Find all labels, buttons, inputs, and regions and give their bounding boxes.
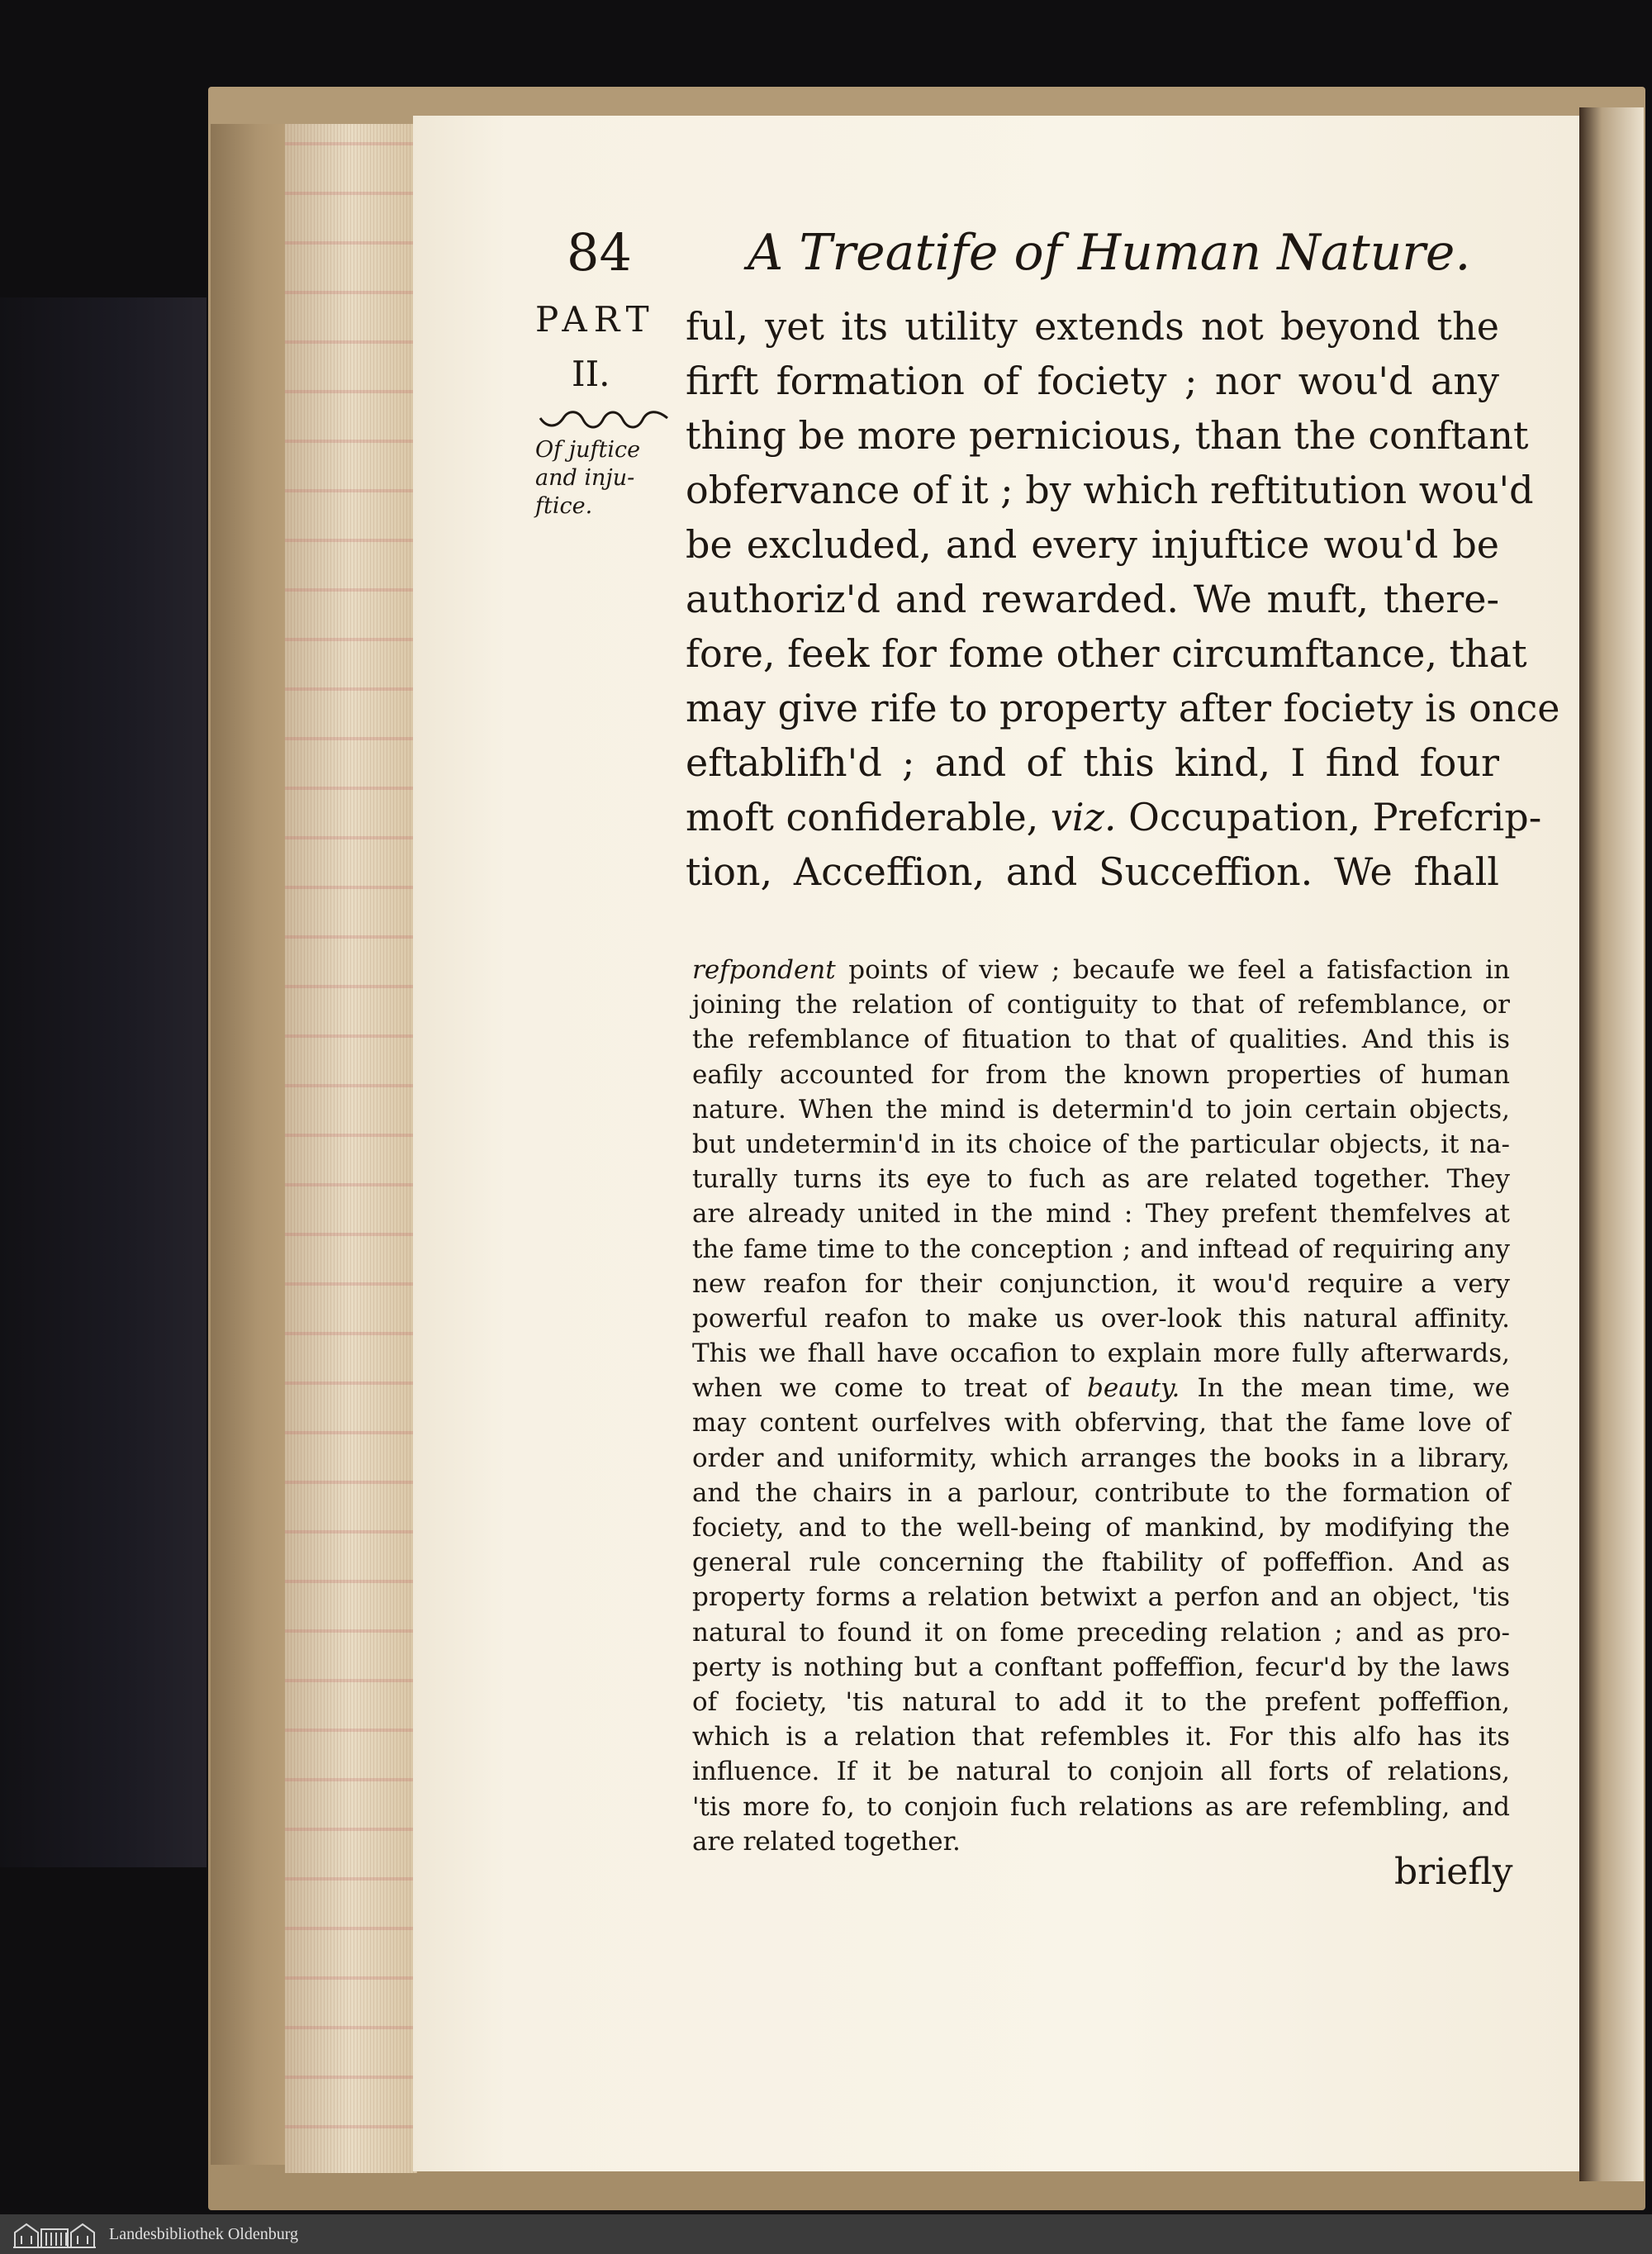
footnote-segment: In the mean time, we bbox=[1197, 1373, 1510, 1404]
footnote-line: property forms a relation betwixt a perfon and an object, 'tis bbox=[692, 1582, 1510, 1613]
footnote-segment: when we come to treat of bbox=[692, 1373, 1070, 1404]
library-logo-icon bbox=[12, 2219, 97, 2249]
text-line: may give rife to property after fociety is once bbox=[686, 686, 1560, 730]
margin-note-line: Of juftice bbox=[535, 437, 641, 463]
text-line: thing be more pernicious, than the conftant bbox=[686, 413, 1529, 458]
footnote-line: This we fhall have occafion to explain more fully afterwards, bbox=[692, 1339, 1510, 1369]
catchword: briefly bbox=[1394, 1851, 1513, 1893]
footnote-segment: points of view ; becaufe we feel a fatisfaction in bbox=[848, 955, 1510, 985]
text-line: be excluded, and every injuftice wou'd be bbox=[686, 522, 1499, 567]
library-name: Landesbibliothek Oldenburg bbox=[109, 2225, 299, 2243]
book-gutter bbox=[1579, 107, 1644, 2181]
footnote-line bbox=[692, 953, 1510, 987]
footnote-line: are already united in the mind : They prefent themfelves at bbox=[692, 1199, 1510, 1229]
part-label: PART bbox=[535, 299, 656, 340]
footnote-line: nature. When the mind is determin'd to join certain objects, bbox=[692, 1094, 1510, 1125]
footnote-line: natural to found it on fome preceding relation ; and as pro- bbox=[692, 1617, 1510, 1648]
footnote-line: turally turns its eye to fuch as are related together. They bbox=[692, 1164, 1510, 1195]
text-line: firft formation of fociety ; nor wou'd any bbox=[686, 359, 1499, 403]
footnote-line: general rule concerning the ftability of poffeffion. And as bbox=[692, 1548, 1510, 1578]
margin-note-line: ftice. bbox=[535, 493, 593, 519]
page-edges bbox=[285, 124, 417, 2173]
part-number: II. bbox=[572, 354, 610, 394]
margin-note bbox=[535, 436, 667, 521]
footnote-line: influence. If it be natural to conjoin all forts of relations, bbox=[692, 1757, 1510, 1787]
footnote-line: 'tis more fo, to conjoin fuch relations as are refembling, and bbox=[692, 1791, 1510, 1822]
text-line: tion, Acceffion, and Succeffion. We fhall bbox=[686, 849, 1499, 894]
footnote bbox=[692, 953, 1510, 1859]
text-line: obfervance of it ; by which reftitution wou'd bbox=[686, 468, 1534, 512]
ornament-icon bbox=[535, 407, 672, 431]
footnote-line: are related together. bbox=[692, 1826, 961, 1857]
footnote-line: but undetermin'd in its choice of the particular objects, it na- bbox=[692, 1129, 1510, 1159]
footnote-line bbox=[692, 1371, 1510, 1405]
book-spine-edge bbox=[211, 124, 289, 2165]
footnote-line: powerful reafon to make us over-look this natural affinity. bbox=[692, 1303, 1510, 1334]
main-text bbox=[686, 299, 1560, 899]
footnote-italic-word: beauty. bbox=[1087, 1373, 1180, 1404]
page-number: 84 bbox=[567, 222, 632, 283]
text-line: ful, yet its utility extends not beyond the bbox=[686, 304, 1499, 349]
footnote-line: eafily accounted for from the known properties of human bbox=[692, 1059, 1510, 1090]
text-line bbox=[686, 790, 1542, 844]
italic-abbreviation: viz. bbox=[1050, 795, 1117, 839]
footnote-line: the refemblance of fituation to that of qualities. And this is bbox=[692, 1025, 1510, 1055]
text-segment: Occupation, Prefcrip- bbox=[1128, 795, 1542, 839]
footnote-line: the fame time to the conception ; and inftead of requiring any bbox=[692, 1234, 1510, 1264]
footnote-line: of fociety, 'tis natural to add it to the prefent poffeffion, bbox=[692, 1686, 1510, 1717]
footnote-line: joining the relation of contiguity to that of refemblance, or bbox=[692, 990, 1510, 1020]
text-line: eftablifh'd ; and of this kind, I find four bbox=[686, 740, 1499, 785]
footnote-line: and the chairs in a parlour, contribute to the formation of bbox=[692, 1477, 1510, 1508]
footnote-line: order and uniformity, which arranges the books in a library, bbox=[692, 1443, 1510, 1473]
footnote-line: new reafon for their conjunction, it wou'd require a very bbox=[692, 1268, 1510, 1299]
footnote-line: fociety, and to the well-being of mankind, by modifying the bbox=[692, 1513, 1510, 1543]
footnote-line: may content ourfelves with obferving, that the fame love of bbox=[692, 1408, 1510, 1438]
running-title: A Treatife of Human Nature. bbox=[748, 224, 1471, 282]
text-segment: moft confiderable, bbox=[686, 795, 1039, 839]
footnote-line: perty is nothing but a conftant poffeffion, fecur'd by the laws bbox=[692, 1652, 1510, 1682]
footnote-first-word: refpondent bbox=[692, 955, 836, 985]
footnote-line: which is a relation that refembles it. For this alfo has its bbox=[692, 1722, 1510, 1752]
margin-note-line: and inju- bbox=[535, 465, 635, 491]
backdrop-shadow bbox=[0, 297, 206, 1867]
text-line: fore, feek for fome other circumftance, that bbox=[686, 631, 1527, 676]
text-line: authoriz'd and rewarded. We muft, there- bbox=[686, 577, 1499, 621]
